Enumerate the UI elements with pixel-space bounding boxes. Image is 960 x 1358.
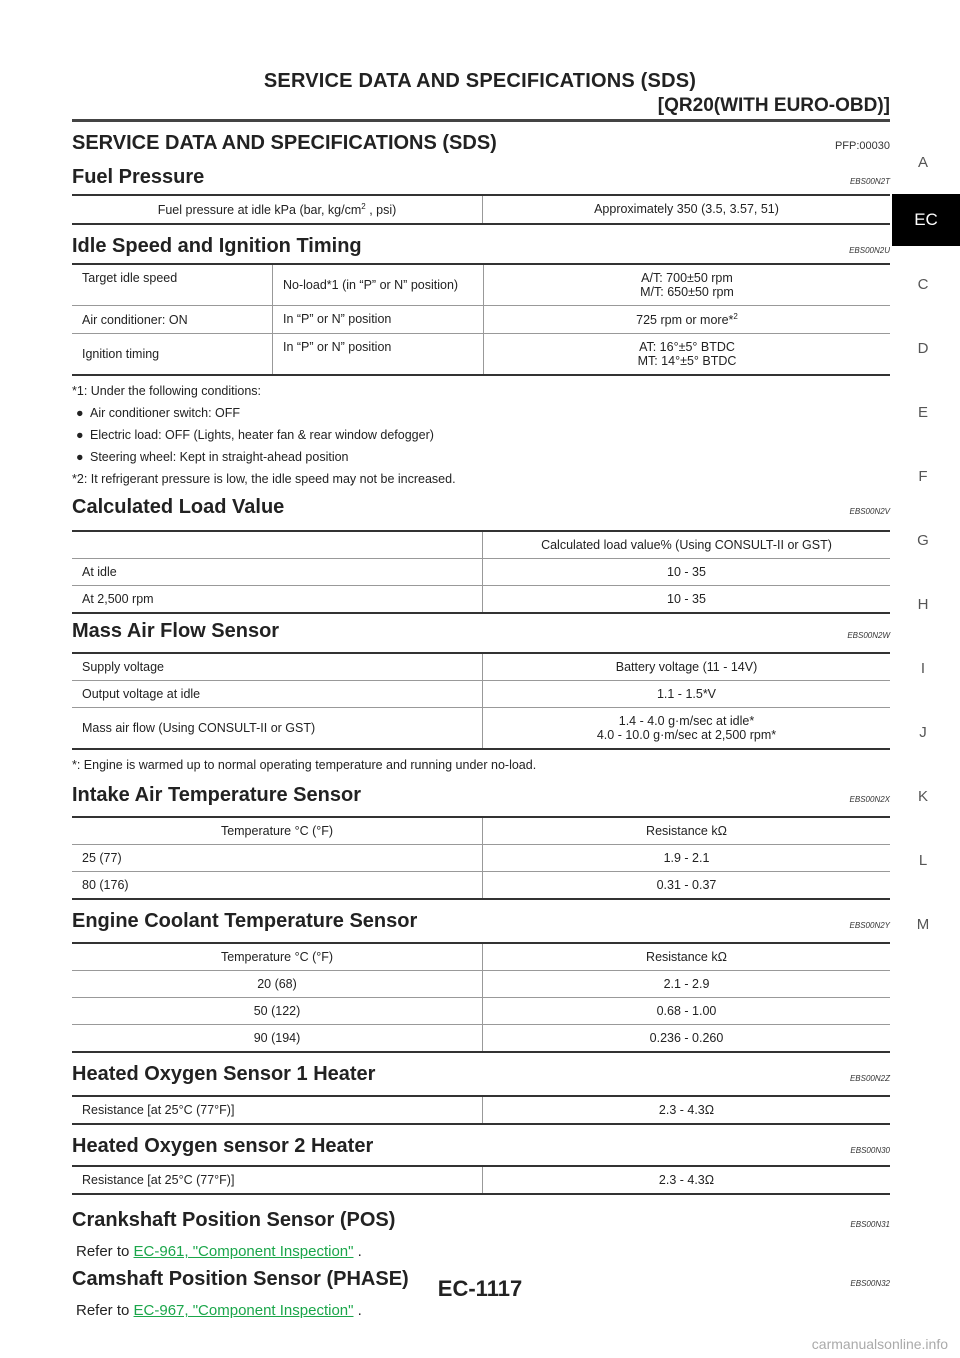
table-row [72,1166,890,1194]
page-body [72,126,890,1319]
table-cell: 725 rpm or more*$^2$ [484,306,891,334]
intake-air-temp-table [72,816,890,900]
table-cell: 25 (77) [72,845,483,872]
table-row [72,559,890,586]
table-cell: No-load*1 (in “P” or N” position) [273,264,484,306]
table-cell: Resistance kΩ [483,943,891,971]
table-cell: Mass air flow (Using CONSULT-II or GST) [72,708,483,750]
index-tab-a[interactable]: A [917,154,928,171]
section-engine-coolant-temp: Engine Coolant Temperature Sensor EBS00N2Y [72,910,890,933]
page-title: SERVICE DATA AND SPECIFICATIONS (SDS) PFP:00030 [72,132,890,154]
calculated-load-table [72,530,890,614]
table-row [72,943,890,971]
index-tab-k[interactable]: K [917,788,928,805]
list-item: ● Steering wheel: Kept in straight-ahead position [76,450,349,465]
running-header-title: SERVICE DATA AND SPECIFICATIONS (SDS) [263,70,697,92]
table-cell: 2.3 - 4.3Ω [658,1103,715,1118]
table-cell: A/T: 700±50 rpm M/T: 650±50 rpm [484,264,891,306]
table-cell: In “P” or N” position [273,306,484,334]
idle-note-1: *1: Under the following conditions: [72,384,262,399]
index-tab-f[interactable]: F [918,468,928,485]
table-row [72,653,890,681]
table-cell: 1.4 - 4.0 g·m/sec at idle* 4.0 - 10.0 g·m/sec at 2,500 rpm* [596,714,777,743]
table-cell: Output voltage at idle [72,681,483,708]
table-cell: 20 (68) [72,971,483,998]
idle-speed-table [72,263,890,376]
table-cell: Temperature °C (°F) [72,817,483,845]
table-cell: 0.236 - 0.260 [649,1031,724,1046]
table-row [72,531,890,559]
list-item: ● Air conditioner switch: OFF [76,406,241,421]
table-row [72,681,890,708]
table-cell: Resistance kΩ [483,817,891,845]
index-tab-m[interactable]: M [916,916,930,933]
index-tab-i[interactable]: I [920,660,926,677]
cmp-inspection-link[interactable]: EC-967, "Component Inspection" [133,1302,354,1320]
table-cell [72,531,483,559]
engine-coolant-temp-table [72,942,890,1053]
table-row [72,998,890,1025]
watermark: carmanualsonline.info [811,1336,948,1352]
ckp-reference: Refer to EC-961, "Component Inspection" . [76,1243,362,1261]
table-cell: At 2,500 rpm [72,586,483,614]
ckp-inspection-link[interactable]: EC-961, "Component Inspection" [133,1243,354,1261]
table-cell: AT: 16°±5° BTDC MT: 14°±5° BTDC [637,340,737,369]
table-cell: 10 - 35 [667,592,706,607]
table-row [72,708,890,750]
table-row [72,195,890,224]
page-number: EC-1117 [437,1276,523,1301]
table-row [72,845,890,872]
table-cell: 0.31 - 0.37 [656,878,717,893]
table-row [72,586,890,614]
table-cell: Fuel pressure at idle kPa (bar, $kg/cm^2$ , psi) [72,195,483,224]
table-cell: 2.3 - 4.3Ω [658,1173,715,1188]
mass-air-flow-table [72,652,890,750]
index-tab-ec-active[interactable]: EC [892,194,960,246]
table-row [72,264,890,306]
idle-note-2: *2: It refrigerant pressure is low, the idle speed may not be increased. [72,472,456,487]
table-cell: 90 (194) [72,1025,483,1053]
table-row [72,971,890,998]
cmp-reference: Refer to EC-967, "Component Inspection" . [76,1302,362,1320]
table-cell: In “P” or N” position [273,334,484,376]
index-tab-g[interactable]: G [917,532,929,549]
table-cell: Air conditioner: ON [72,306,273,334]
running-header-subtitle: [QR20(WITH EURO-OBD)] [657,95,890,116]
table-cell: 10 - 35 [483,559,891,586]
table-cell: Approximately 350 (3.5, 3.57, 51) [594,202,779,216]
index-tab-c[interactable]: C [917,276,929,293]
section-crankshaft-sensor: Crankshaft Position Sensor (POS) EBS00N31 [72,1209,890,1232]
table-cell: Temperature °C (°F) [72,943,483,971]
index-tab-e[interactable]: E [917,404,928,421]
index-tab-j[interactable]: J [919,724,927,741]
table-cell: Resistance [at 25°C (77°F)] [72,1096,483,1124]
section-idle-speed: Idle Speed and Ignition Timing EBS00N2U [72,235,890,258]
section-calculated-load: Calculated Load Value EBS00N2V [72,496,890,519]
table-row [72,872,890,900]
table-row [72,1025,890,1053]
table-cell: Battery voltage (11 - 14V) [483,653,891,681]
section-mass-air-flow: Mass Air Flow Sensor EBS00N2W [72,620,890,643]
section-fuel-pressure: Fuel Pressure EBS00N2T [72,166,890,188]
index-tab-d[interactable]: D [917,340,929,357]
section-camshaft-sensor: Camshaft Position Sensor (PHASE) EBS00N32 [72,1268,890,1291]
table-cell: At idle [72,559,483,586]
index-tab-l[interactable]: L [918,852,928,869]
table-cell: 0.68 - 1.00 [483,998,891,1025]
table-cell: 50 (122) [72,998,483,1025]
table-cell: Calculated load value% (Using CONSULT-II or GST) [483,531,891,559]
page-code: PFP:00030 [834,140,890,152]
table-cell: Supply voltage [72,653,483,681]
table-row [72,1096,890,1124]
table-cell: 2.1 - 2.9 [483,971,891,998]
table-cell: 1.9 - 2.1 [483,845,891,872]
table-cell: Ignition timing [72,334,273,376]
table-row [72,334,890,376]
section-intake-air-temp: Intake Air Temperature Sensor EBS00N2X [72,784,890,807]
section-ho2s1-heater: Heated Oxygen Sensor 1 Heater EBS00N2Z [72,1063,890,1086]
index-tab-h[interactable]: H [917,596,929,613]
ho2s2-heater-table [72,1165,890,1195]
table-cell: Target idle speed [72,264,273,306]
header-rule [72,119,890,122]
table-cell: 80 (176) [72,872,483,900]
fuel-pressure-table [72,194,890,225]
list-item: ● Electric load: OFF (Lights, heater fan & rear window defogger) [76,428,434,443]
maf-note: *: Engine is warmed up to normal operating temperature and running under no-load. [72,758,537,773]
section-ho2s2-heater: Heated Oxygen sensor 2 Heater EBS00N30 [72,1135,890,1158]
ho2s1-heater-table [72,1095,890,1125]
table-row [72,817,890,845]
table-row [72,306,890,334]
table-cell: 1.1 - 1.5*V [483,681,891,708]
table-cell: Resistance [at 25°C (77°F)] [72,1166,483,1194]
